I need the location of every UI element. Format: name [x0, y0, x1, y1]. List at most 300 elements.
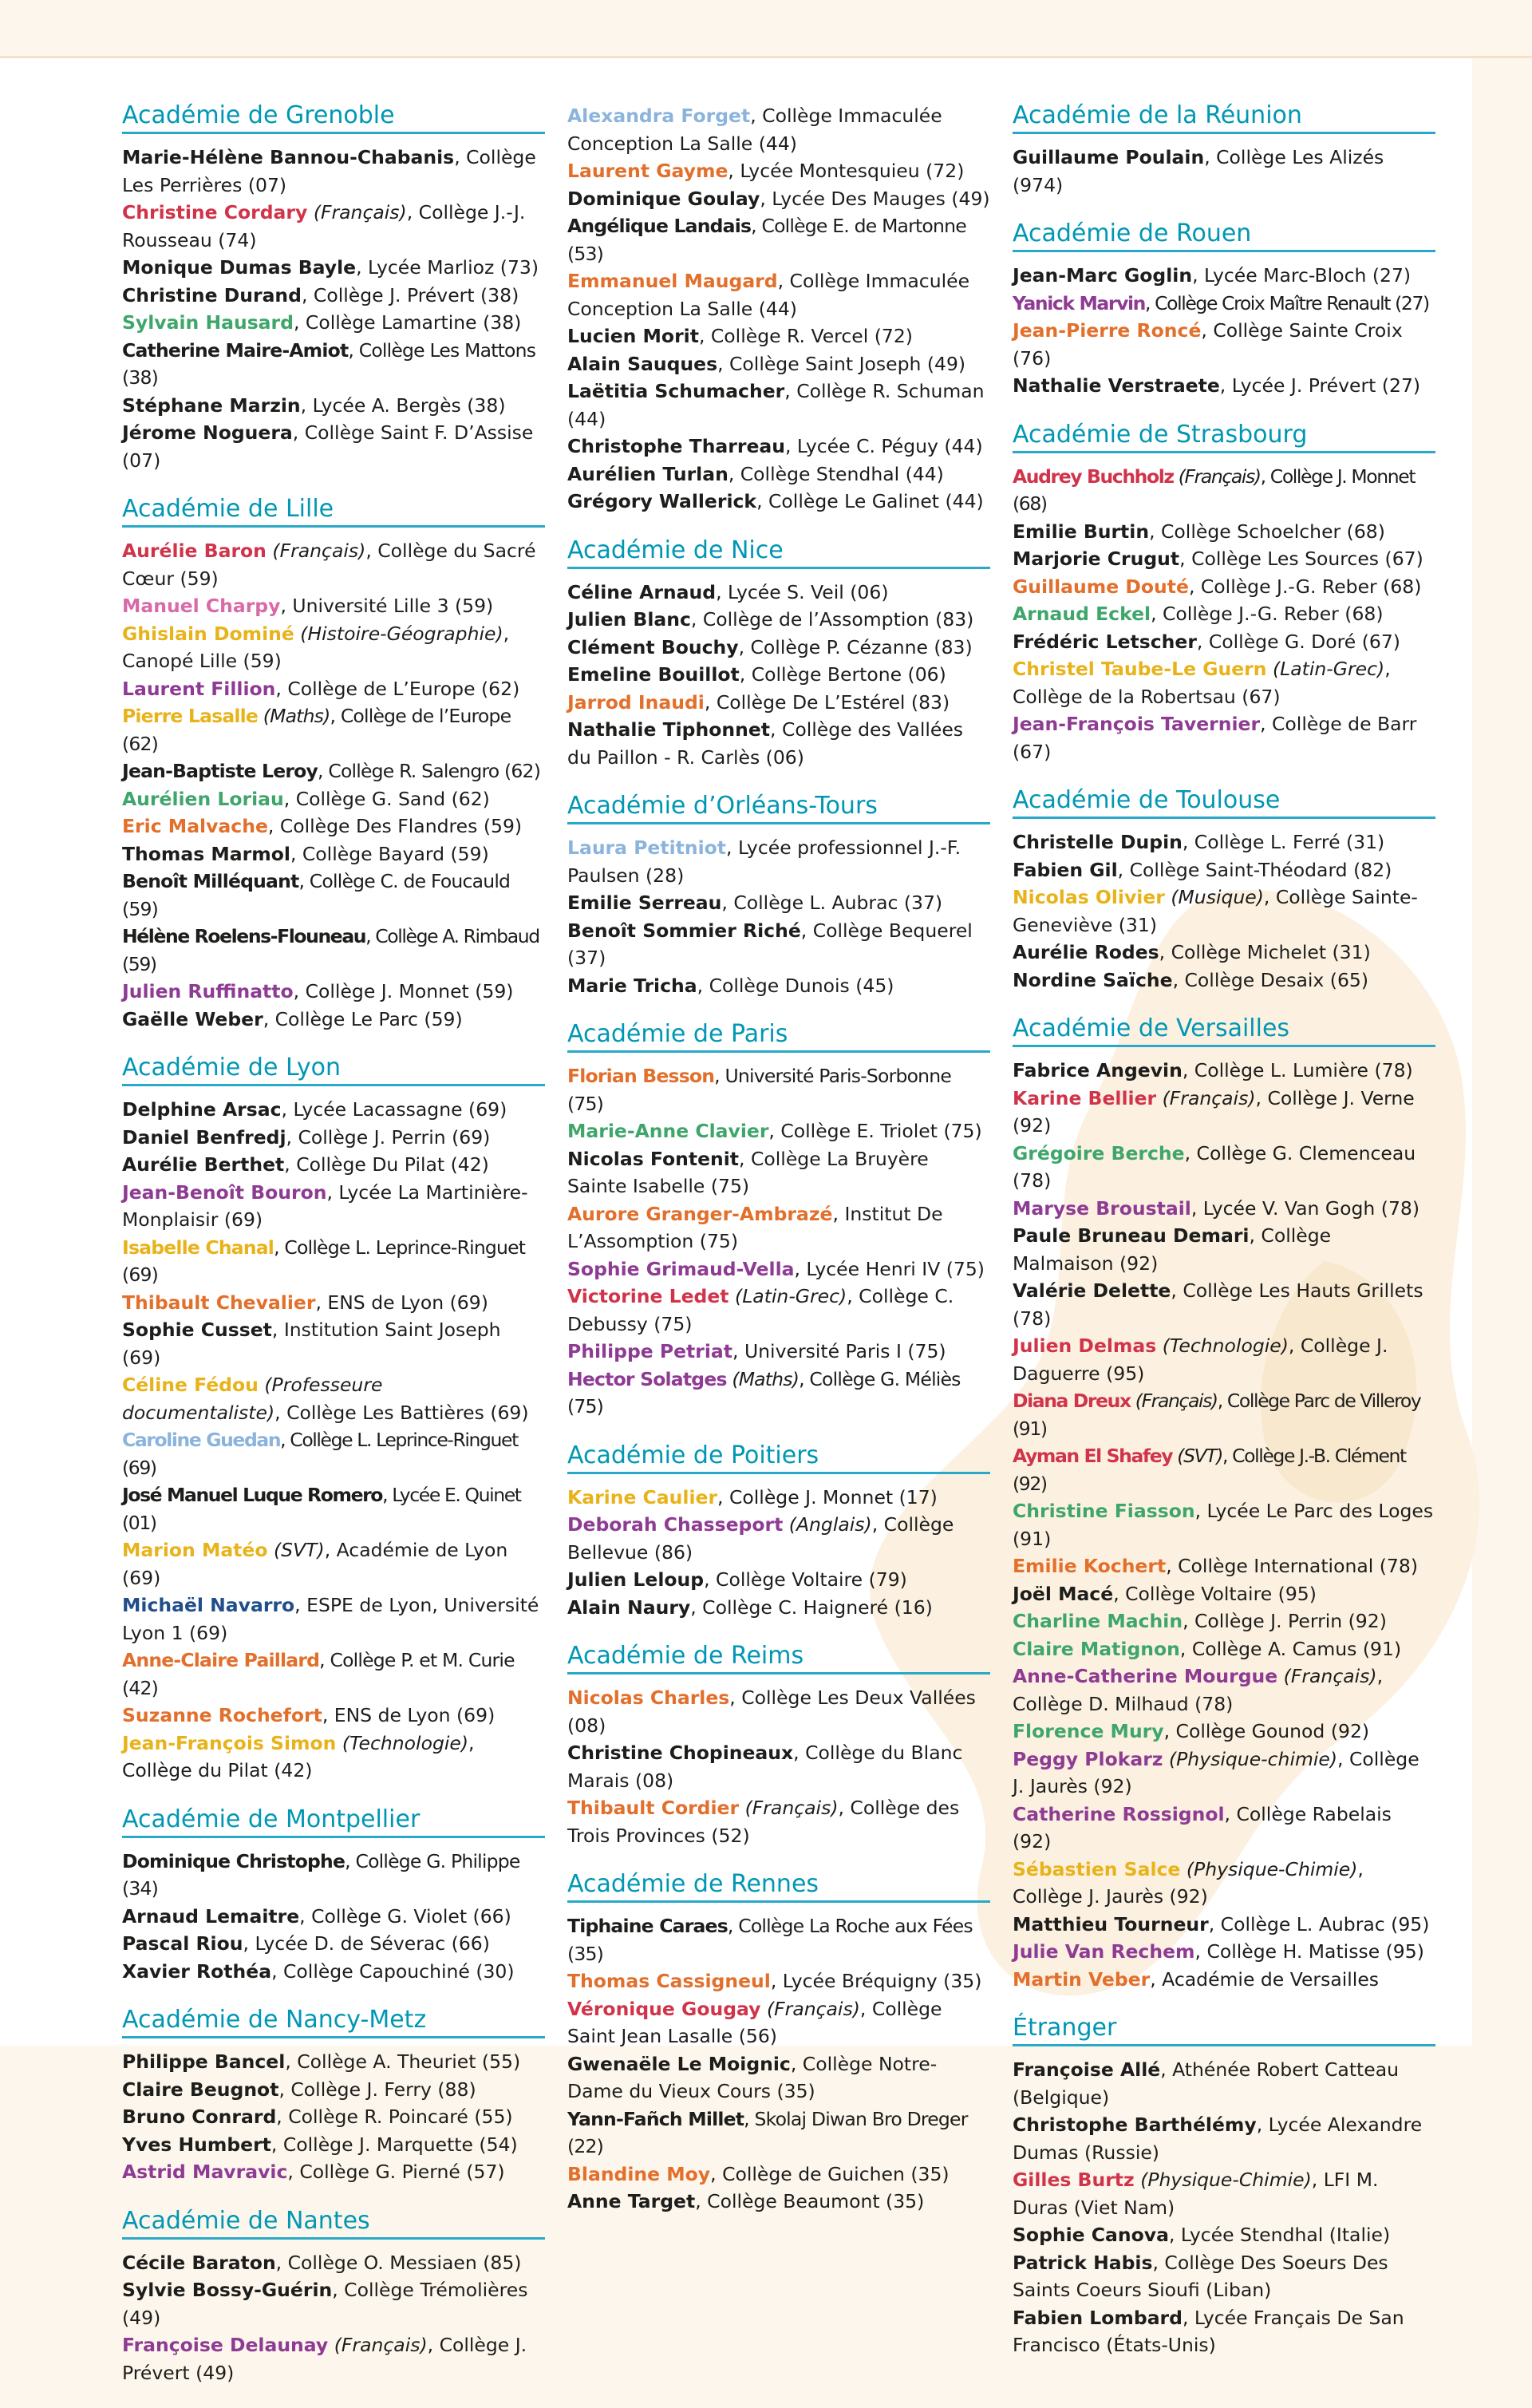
contributor-name: Laëtitia Schumacher: [567, 380, 785, 402]
contributor-name: Jean-François Simon: [122, 1731, 337, 1754]
contributor-name: Dominique Christophe: [122, 1849, 345, 1872]
contributor-subject: (Physique-chimie): [1168, 1747, 1338, 1770]
contributor-entry: [122, 1702, 545, 1730]
contributor-name: Julie Van Rechem: [1013, 1940, 1195, 1963]
contributor-institution: , Skolaj Diwan Bro Dreger (22): [567, 2107, 968, 2157]
contributor-institution: , Collège J. Verne (92): [1013, 1086, 1415, 1137]
contributor-entry: [1013, 518, 1435, 546]
contributor-name: Laurent Fillion: [122, 677, 276, 700]
contributor-institution: , Collège Voltaire (95): [1113, 1582, 1317, 1605]
contributor-name: Sylvain Hausard: [122, 311, 294, 334]
contributor-entry: [1013, 317, 1435, 372]
contributor-entry: [1013, 710, 1435, 765]
contributor-entry: [1013, 2249, 1435, 2304]
contributor-entry: [122, 1371, 545, 1426]
contributor-entry: [567, 267, 990, 322]
contributor-name: Emilie Serreau: [567, 892, 722, 914]
contributor-institution: , Collège J. Monnet (17): [717, 1485, 938, 1508]
contributor-name: Christine Fiasson: [1013, 1500, 1195, 1522]
contributor-name: Thomas Marmol: [122, 842, 290, 865]
contributor-entry: [567, 1117, 990, 1145]
academy-section: [1013, 1015, 1435, 1993]
contributor-institution: , Collège L. Ferré (31): [1182, 831, 1385, 853]
contributor-subject: (Physique-Chimie): [1186, 1857, 1358, 1880]
contributor-institution: , Collège D. Milhaud (78): [1013, 1665, 1384, 1715]
contributor-entry: [567, 1283, 990, 1338]
contributor-name: Claire Matignon: [1013, 1637, 1180, 1660]
contributor-institution: , Collège Les Perrières (07): [122, 146, 536, 196]
contributor-entry: [1013, 1277, 1435, 1332]
contributor-entry: [567, 1366, 990, 1421]
contributor-entry: [122, 1536, 545, 1591]
section-heading: Académie d’Orléans-Tours: [567, 793, 990, 824]
contributor-institution: , Lycée V. Van Gogh (78): [1190, 1196, 1420, 1220]
contributor-institution: , Collège J.-J. Rousseau (74): [122, 201, 526, 251]
contributor-entry: [1013, 2221, 1435, 2249]
contributor-institution: , Collège Malmaison (92): [1013, 1224, 1332, 1275]
contributor-entry: [122, 1289, 545, 1317]
academy-section: [122, 1054, 545, 1785]
contributor-name: Jean-Benoît Bouron: [122, 1180, 327, 1204]
contributor-name: Gilles Burtz: [1013, 2169, 1135, 2191]
contributor-institution: , Collège Parc de Villeroy (91): [1013, 1390, 1421, 1440]
contributor-institution: , Collège Voltaire (79): [704, 1568, 907, 1591]
contributor-entry: [122, 1179, 545, 1234]
contributor-name: Véronique Gougay: [567, 1997, 761, 2020]
contributor-institution: , Collège R. Salengro (62): [318, 760, 541, 782]
contributor-name: Fabien Gil: [1013, 858, 1118, 881]
contributor-name: Yanick Marvin: [1013, 291, 1145, 314]
section-heading: Académie de Versailles: [1013, 1015, 1435, 1047]
contributor-entry: [122, 978, 545, 1006]
academy-section: [122, 496, 545, 1033]
contributor-institution: , Collège Croix Maître Renault (27): [1144, 291, 1429, 314]
contributor-name: Marjorie Crugut: [1013, 548, 1180, 570]
contributor-subject: (SVT): [274, 1539, 325, 1561]
contributor-institution: , Lycée Stendhal (Italie): [1168, 2224, 1391, 2246]
contributor-institution: , Collège Saint Joseph (49): [717, 352, 966, 375]
contributor-entry: [122, 1426, 545, 1481]
contributor-name: Victorine Ledet: [567, 1285, 729, 1307]
contributor-name: Fabien Lombard: [1013, 2306, 1183, 2329]
contributor-institution: , Collège C. Debussy (75): [567, 1285, 954, 1335]
contributor-entry: [1013, 2056, 1435, 2111]
contributor-name: Christelle Dupin: [1013, 831, 1183, 853]
contributor-institution: , Collège Des Soeurs Des Saints Coeurs Sioufi (Liban): [1013, 2251, 1388, 2301]
contributor-institution: , Collège A. Theuriet (55): [285, 2050, 521, 2073]
contributor-institution: , Collège R. Schuman (44): [567, 380, 985, 430]
contributor-entry: [567, 2050, 990, 2106]
contributor-name: Florian Besson: [567, 1065, 715, 1087]
contributor-name: Dominique Goulay: [567, 187, 760, 210]
column-1: [122, 102, 545, 2408]
contributor-institution: , Collège Rabelais (92): [1013, 1802, 1392, 1852]
contributor-institution: , Collège J.-G. Reber (68): [1151, 603, 1384, 625]
contributor-institution: , Collège G. Doré (67): [1196, 630, 1400, 653]
contributor-institution: , Collège du Pilat (42): [122, 1731, 475, 1781]
contributor-entry: [122, 923, 545, 978]
contributor-name: Nordine Saïche: [1013, 968, 1173, 991]
contributor-entry: [122, 1316, 545, 1371]
academy-section: [567, 1021, 990, 1421]
contributor-institution: , Collège J. Monnet (68): [1013, 465, 1416, 515]
contributor-name: Christine Cordary: [122, 201, 308, 223]
contributor-name: Ayman El Shafey: [1013, 1445, 1173, 1467]
contributor-name: Peggy Plokarz: [1013, 1747, 1163, 1770]
contributor-institution: , Lycée Marc-Bloch (27): [1192, 264, 1412, 287]
section-heading: Académie de Nice: [567, 537, 990, 569]
section-heading: Académie de Rouen: [1013, 220, 1435, 252]
contributor-entry: [1013, 262, 1435, 290]
section-heading: Académie de Rennes: [567, 1871, 990, 1903]
contributor-entry: [567, 322, 990, 350]
contributor-name: Caroline Guedan: [122, 1429, 281, 1451]
contributor-name: Jean-Baptiste Leroy: [122, 760, 318, 782]
contributor-institution: , Collège G. Méliès (75): [567, 1367, 961, 1418]
contributor-name: Yann-Fañch Millet: [567, 2107, 744, 2130]
contributor-name: Yves Humbert: [122, 2133, 271, 2156]
contributor-subject: (Professeure documentaliste): [122, 1374, 383, 1424]
contributor-entry: [122, 2076, 545, 2104]
contributor-entry: [567, 634, 990, 662]
contributor-entry: [1013, 655, 1435, 710]
contributor-entry: [1013, 1442, 1435, 1497]
contributor-entry: [567, 1511, 990, 1566]
contributor-name: Isabelle Chanal: [122, 1236, 274, 1259]
contributor-entry: [122, 1481, 545, 1536]
contributor-entry: [1013, 2166, 1435, 2221]
contributor-institution: , Collège Les Sources (67): [1179, 548, 1423, 570]
contributor-name: Anne-Claire Paillard: [122, 1649, 320, 1671]
contributor-entry: [122, 1006, 545, 1034]
contributor-entry: [122, 419, 545, 474]
contributor-institution: , Lycée Des Mauges (49): [760, 187, 990, 210]
contributor-name: Marie-Anne Clavier: [567, 1120, 769, 1142]
contributor-name: Lucien Morit: [567, 325, 699, 347]
contributor-entry: [122, 1848, 545, 1903]
contributor-name: Christophe Tharreau: [567, 435, 785, 457]
contributor-entry: [1013, 1057, 1435, 1085]
section-heading: Académie de Strasbourg: [1013, 421, 1435, 453]
academy-section: [567, 102, 990, 516]
contributor-name: Catherine Maire-Amiot: [122, 338, 349, 362]
contributor-institution: , Collège Stendhal (44): [728, 462, 944, 485]
contributor-institution: , Collège Immaculée Conception La Salle (44): [567, 270, 970, 320]
contributor-name: Valérie Delette: [1013, 1279, 1171, 1302]
contributor-institution: , Lycée Marlioz (73): [356, 256, 539, 279]
contributor-entry: [122, 2331, 545, 2386]
contributor-entry: [1013, 1607, 1435, 1635]
contributor-institution: , Collège C. Haigneré (16): [690, 1595, 933, 1619]
contributor-entry: [1013, 939, 1435, 967]
section-heading: Académie de Toulouse: [1013, 787, 1435, 819]
contributor-subject: (SVT): [1177, 1445, 1222, 1467]
contributor-institution: , Collège G. Pierné (57): [287, 2161, 505, 2183]
contributor-institution: , Lycée Le Parc des Loges (91): [1013, 1500, 1434, 1550]
contributor-institution: , Collège Le Parc (59): [263, 1007, 463, 1030]
contributor-entry: [1013, 1635, 1435, 1663]
contributor-subject: (Français): [1135, 1390, 1218, 1412]
contributor-name: Sylvie Bossy-Guérin: [122, 2279, 333, 2301]
contributor-entry: [567, 1794, 990, 1849]
contributor-name: Jarrod Inaudi: [567, 690, 705, 714]
contributor-entry: [122, 2249, 545, 2277]
academy-section: [1013, 787, 1435, 994]
contributor-entry: [1013, 856, 1435, 884]
contributor-entry: [122, 199, 545, 254]
contributor-name: Guillaume Douté: [1013, 575, 1189, 598]
contributor-entry: [1013, 628, 1435, 656]
contributor-name: Charline Machin: [1013, 1610, 1183, 1632]
contributor-institution: , Collège P. Cézanne (83): [738, 635, 973, 658]
contributor-entry: [122, 1591, 545, 1647]
contributor-entry: [1013, 1746, 1435, 1801]
contributor-entry: [1013, 1222, 1435, 1277]
contributor-entry: [567, 1200, 990, 1255]
contributor-entry: [567, 1145, 990, 1200]
academy-section: [567, 793, 990, 999]
contributor-institution: , Collège de Barr (67): [1013, 713, 1417, 763]
contributor-institution: , Collège Saint Jean Lasalle (56): [567, 1997, 942, 2047]
contributor-institution: , Collège de Guichen (35): [710, 2162, 950, 2185]
contributor-institution: , Collège G. Sand (62): [283, 787, 490, 810]
contributor-name: Karine Caulier: [567, 1485, 718, 1508]
contributor-institution: , Lycée S. Veil (06): [716, 580, 889, 603]
contributor-subject: (Latin-Grec): [1272, 658, 1385, 680]
contributor-institution: , ENS de Lyon (69): [322, 1704, 496, 1726]
contributor-entry: [567, 917, 990, 972]
contributor-name: Xavier Rothéa: [122, 1959, 272, 1983]
contributor-entry: [122, 392, 545, 420]
contributor-entry: [122, 1930, 545, 1958]
contributor-name: Marie-Hélène Bannou-Chabanis: [122, 146, 455, 168]
contributor-entry: [1013, 1580, 1435, 1608]
contributor-entry: [1013, 463, 1435, 518]
contributor-name: Marion Matéo: [122, 1539, 268, 1561]
contributor-institution: , Collège J. Jaurès (92): [1013, 1747, 1419, 1797]
contributor-name: Audrey Buchholz: [1013, 465, 1174, 488]
contributor-institution: , LFI M. Duras (Viet Nam): [1013, 2169, 1379, 2219]
contributor-subject: (Français): [744, 1797, 839, 1819]
contributor-name: Françoise Allé: [1013, 2058, 1161, 2081]
contributor-institution: , Lycée Lacassagne (69): [281, 1098, 507, 1121]
contributor-entry: [1013, 1195, 1435, 1223]
contributor-name: Arnaud Eckel: [1013, 603, 1151, 625]
contributor-institution: , Collège De L’Estérel (83): [704, 690, 950, 714]
contributor-institution: , Collège Beaumont (35): [695, 2190, 925, 2212]
contributor-entry: [122, 2048, 545, 2076]
contributor-institution: , Collège du Blanc Marais (08): [567, 1742, 963, 1792]
contributor-institution: , Collège Michelet (31): [1159, 941, 1371, 963]
contributor-subject: (Histoire-Géographie): [300, 622, 503, 645]
contributor-institution: , Collège P. et M. Curie (42): [122, 1649, 515, 1699]
contributor-entry: [567, 606, 990, 634]
section-heading: Académie de Poitiers: [567, 1442, 990, 1474]
contributor-name: Céline Fédou: [122, 1374, 259, 1396]
contributor-institution: , Collège Des Flandres (59): [267, 815, 523, 837]
contributor-institution: , Collège J. Daguerre (95): [1013, 1334, 1388, 1385]
contributor-entry: [122, 337, 545, 392]
contributor-name: Eric Malvache: [122, 815, 268, 837]
section-heading: Académie de Lille: [122, 496, 545, 528]
section-heading: Académie de Paris: [567, 1021, 990, 1053]
contributor-entry: [567, 1062, 990, 1117]
contributor-institution: , Collège G. Philippe (34): [122, 1849, 520, 1900]
contributor-name: Tiphaine Caraes: [567, 1915, 728, 1937]
contributor-name: Thibault Cordier: [567, 1797, 740, 1819]
contributor-entry: [567, 433, 990, 461]
contributor-institution: , Lycée Henri IV (75): [794, 1257, 985, 1280]
contributor-entry: [122, 2103, 545, 2131]
contributor-entry: [122, 1958, 545, 1986]
contributor-institution: , Collège de l’Assomption (83): [690, 608, 974, 631]
contributor-institution: , Collège J. Marquette (54): [270, 2133, 518, 2156]
contributor-institution: , ESPE de Lyon, Université Lyon 1 (69): [122, 1594, 539, 1644]
contributor-entry: [567, 2161, 990, 2189]
contributor-name: Karine Bellier: [1013, 1086, 1157, 1109]
contributor-entry: [122, 592, 545, 620]
contributor-institution: , Lycée professionnel J.-F. Paulsen (28): [567, 836, 961, 887]
contributor-institution: , Collège L. Aubrac (95): [1208, 1912, 1430, 1935]
contributor-name: Martin Veber: [1013, 1967, 1151, 1991]
contributor-name: Blandine Moy: [567, 2162, 711, 2185]
contributor-institution: , Collège des Vallées du Paillon - R. Carlès (06): [567, 718, 964, 769]
academy-section: [122, 2007, 545, 2186]
contributor-entry: [567, 1912, 990, 1967]
contributor-name: Pierre Lasalle: [122, 705, 259, 727]
contributor-institution: , Collège Le Galinet (44): [756, 490, 984, 512]
contributor-entry: [1013, 1552, 1435, 1580]
contributor-name: Alain Naury: [567, 1595, 691, 1619]
academy-section: [122, 102, 545, 474]
contributor-institution: , Collège G. Violet (66): [299, 1904, 511, 1928]
contributor-name: Frédéric Letscher: [1013, 630, 1197, 653]
contributor-entry: [567, 157, 990, 185]
contributor-name: Emilie Kochert: [1013, 1555, 1167, 1577]
contributor-institution: , ENS de Lyon (69): [315, 1291, 488, 1314]
contributor-entry: [122, 702, 545, 757]
contributor-entry: [1013, 1387, 1435, 1442]
contributor-name: Grégoire Berche: [1013, 1141, 1185, 1164]
contributor-institution: , Lycée Montesquieu (72): [728, 160, 965, 182]
contributor-institution: , Collège Desaix (65): [1172, 968, 1369, 991]
contributor-institution: , Université Lille 3 (59): [280, 595, 494, 617]
contributor-name: Deborah Chasseport: [567, 1513, 784, 1536]
contributor-entry: [122, 537, 545, 592]
contributor-entry: [1013, 545, 1435, 573]
contributor-name: Aurélie Rodes: [1013, 941, 1159, 963]
contributor-institution: , Lycée A. Bergès (38): [300, 393, 506, 417]
contributor-institution: , Collège des Trois Provinces (52): [567, 1797, 960, 1847]
contributor-name: Claire Beugnot: [122, 2078, 279, 2101]
contributor-institution: , Lycée La Martinière-Monplaisir (69): [122, 1180, 528, 1231]
contributor-name: Joël Macé: [1013, 1582, 1114, 1605]
contributor-name: Hector Solatges: [567, 1367, 727, 1390]
contributor-name: Astrid Mavravic: [122, 2161, 288, 2183]
contributor-institution: , Collège L. Aubrac (37): [721, 892, 943, 914]
contributor-institution: , Collège Notre-Dame du Vieux Cours (35): [567, 2052, 938, 2102]
contributor-institution: , Collège La Roche aux Fées (35): [567, 1915, 973, 1965]
contributor-institution: , Collège Lamartine (38): [293, 311, 522, 334]
contributor-name: Alain Sauques: [567, 352, 718, 375]
contributor-entry: [567, 1995, 990, 2050]
academy-section: [567, 1442, 990, 1622]
contributor-name: Julien Leloup: [567, 1568, 705, 1591]
contributor-entry: [122, 1124, 545, 1152]
contributor-subject: (Musique): [1171, 886, 1264, 908]
contributor-institution: , Collège Les Battières (69): [274, 1401, 529, 1424]
contributor-name: Sébastien Salce: [1013, 1857, 1181, 1880]
contributor-subject: (Technologie): [1162, 1334, 1289, 1357]
contributor-institution: , Collège Capouchiné (30): [271, 1959, 515, 1983]
contributor-name: Philippe Petriat: [567, 1340, 733, 1362]
contributor-entry: [567, 1967, 990, 1995]
contributor-subject: (Français): [1162, 1086, 1256, 1109]
column-3: [1013, 102, 1435, 2381]
contributor-entry: [567, 2106, 990, 2161]
contributor-name: Aurélie Berthet: [122, 1153, 285, 1176]
contributor-name: Benoît Sommier Riché: [567, 919, 801, 942]
contributor-subject: (Physique-Chimie): [1140, 2169, 1312, 2191]
contributor-institution: , Collège Bertone (06): [739, 663, 946, 686]
contributor-name: Manuel Charpy: [122, 595, 281, 617]
contributor-institution: , Académie de Lyon (69): [122, 1539, 508, 1589]
contributor-entry: [567, 488, 990, 516]
academy-section: [567, 1871, 990, 2216]
section-heading: Étranger: [1013, 2015, 1435, 2046]
contributor-institution: , Collège A. Camus (91): [1179, 1637, 1402, 1660]
contributor-subject: (Latin-Grec): [735, 1285, 847, 1307]
contributor-name: Emeline Bouillot: [567, 663, 740, 686]
contributor-entry: [122, 1234, 545, 1289]
contributor-entry: [1013, 828, 1435, 856]
contributor-institution: , Collège du Sacré Cœur (59): [122, 540, 536, 590]
contributor-name: Arnaud Lemaitre: [122, 1904, 300, 1928]
contributor-name: Marie Tricha: [567, 974, 697, 997]
contributor-name: Gwenaële Le Moignic: [567, 2052, 791, 2075]
contributor-institution: , Lycée Alexandre Dumas (Russie): [1013, 2113, 1423, 2164]
contributor-entry: [122, 785, 545, 813]
contributor-name: Daniel Benfredj: [122, 1125, 286, 1149]
contributor-entry: [567, 1739, 990, 1794]
contributor-entry: [1013, 2111, 1435, 2166]
contributor-name: Angélique Landais: [567, 215, 752, 237]
contributor-entry: [122, 254, 545, 282]
contributor-name: Anne Target: [567, 2190, 696, 2212]
contributor-institution: , Collège Dunois (45): [697, 974, 894, 997]
contributor-subject: (Français): [766, 1997, 860, 2020]
contributor-entry: [122, 675, 545, 703]
contributor-name: Benoît Milléquant: [122, 870, 299, 892]
contributor-name: Emmanuel Maugard: [567, 270, 778, 292]
contributor-name: Françoise Delaunay: [122, 2334, 329, 2356]
contributor-name: Christophe Barthélémy: [1013, 2113, 1257, 2136]
contributor-subject: (Technologie): [342, 1731, 469, 1754]
contributor-entry: [122, 813, 545, 840]
contributor-institution: , Collège Du Pilat (42): [284, 1153, 489, 1176]
contributor-institution: , Collège J. Prévert (38): [301, 283, 519, 306]
contributor-subject: (Maths): [732, 1367, 800, 1390]
contributor-institution: , Collège de la Robertsau (67): [1013, 658, 1391, 708]
academy-section: [1013, 102, 1435, 199]
contributor-name: Céline Arnaud: [567, 580, 717, 603]
contributor-name: Catherine Rossignol: [1013, 1802, 1225, 1825]
contributor-name: Paule Bruneau Demari: [1013, 1224, 1250, 1247]
contributor-institution: , Lycée J. Prévert (27): [1219, 374, 1421, 397]
contributor-subject: (Français): [334, 2334, 428, 2356]
contributor-name: Florence Mury: [1013, 1720, 1164, 1742]
contributor-institution: , Collège Les Deux Vallées (08): [567, 1686, 976, 1737]
